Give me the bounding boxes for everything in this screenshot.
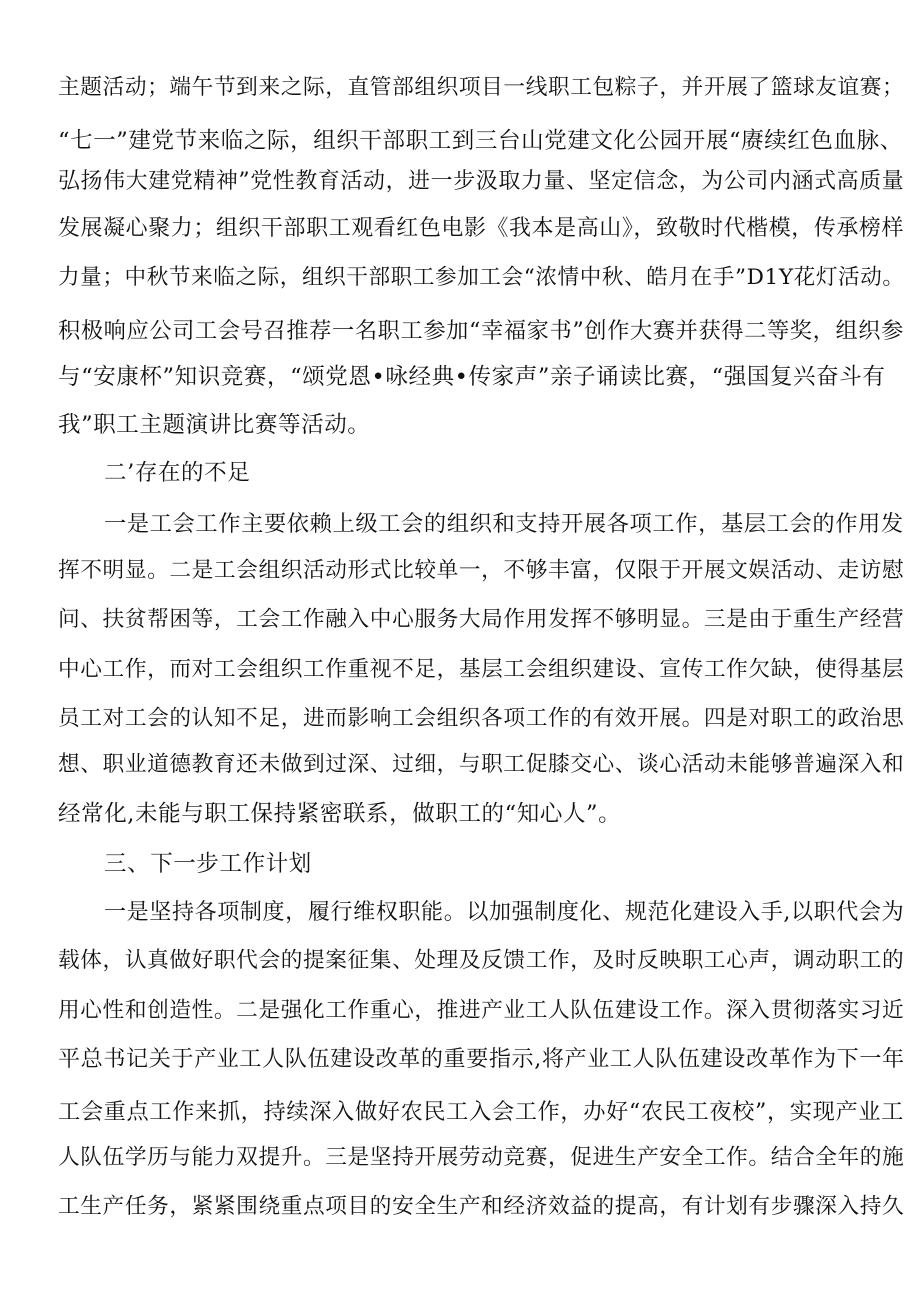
text-line: 工会重点工作来抓，持续深入做好农民工入会工作，办好“农民工夜校”，实现产业工: [58, 1099, 904, 1125]
text-line: 积极响应公司工会号召推荐一名职工参加“幸福家书”创作大赛并获得二等奖，组织参: [58, 318, 904, 344]
text-line: 用心性和创造性。二是强化工作重心，推进产业工人队伍建设工作。深入贯彻落实习近: [58, 998, 905, 1023]
text-line: 人队伍学历与能力双提升。三是坚持开展劳动竞赛，促进生产安全工作。结合全年的施: [58, 1145, 905, 1170]
text-line: 弘扬伟大建党精神”党性教育活动，进一步汲取力量、坚定信念，为公司内涵式高质量: [58, 169, 905, 194]
text-line: 想、职业道德教育还未做到过深、过细，与职工促膝交心、谈心活动未能够普遍深入和: [58, 752, 905, 777]
text-line: 与“安康杯”知识竞赛，“颂党恩•咏经典•传家声”亲子诵读比赛，“强国复兴奋斗有: [58, 364, 886, 390]
text-line: 员工对工会的认知不足，进而影响工会组织各项工作的有效开展。四是对职工的政治思: [58, 706, 905, 731]
text-line: 问、扶贫帮困等，工会工作融入中心服务大局作用发挥不够明显。三是由于重生产经营: [58, 607, 905, 632]
text-line: “七一”建党节来临之际，组织干部职工到三台山党建文化公园开展“赓续红色血脉、: [58, 128, 903, 154]
text-line: 一是工会工作主要依赖上级工会的组织和支持开展各项工作，基层工会的作用发: [104, 511, 904, 537]
text-line: 平总书记关于产业工人队伍建设改革的重要指示,将产业工人队伍建设改革作为下一年: [58, 1047, 905, 1072]
text-line: 工生产任务，紧紧围绕重点项目的安全生产和经济效益的提高，有计划有步骤深入持久: [58, 1194, 905, 1219]
text-line: 主题活动；端午节到来之际，直管部组织项目一线职工包粽子，并开展了篮球友谊赛；: [58, 75, 905, 100]
text-line: 经常化,未能与职工保持紧密联系，做职工的“知心人”。: [58, 801, 622, 827]
text-line: 中心工作，而对工会组织工作重视不足，基层工会组织建设、宣传工作欠缺，使得基层: [58, 657, 905, 682]
text-line: 力量；中秋节来临之际，组织干部职工参加工会“浓情中秋、皓月在手”D1Y花灯活动。: [58, 265, 905, 290]
text-line: 一是坚持各项制度，履行维权职能。以加强制度化、规范化建设入手,以职代会为: [104, 900, 905, 925]
text-line: 载体，认真做好职代会的提案征集、处理及反馈工作，及时反映职工心声，调动职工的: [58, 948, 905, 973]
section-heading: 三、下一步工作计划: [104, 851, 312, 877]
text-line: 发展凝心聚力；组织干部职工观看红色电影《我本是高山》，致敬时代楷模，传承榜样: [58, 216, 905, 241]
text-line: 挥不明显。二是工会组织活动形式比较单一，不够丰富，仅限于开展文娱活动、走访慰: [58, 558, 905, 583]
section-heading: 二’存在的不足: [104, 460, 251, 486]
text-line: 我”职工主题演讲比赛等活动。: [58, 412, 371, 438]
